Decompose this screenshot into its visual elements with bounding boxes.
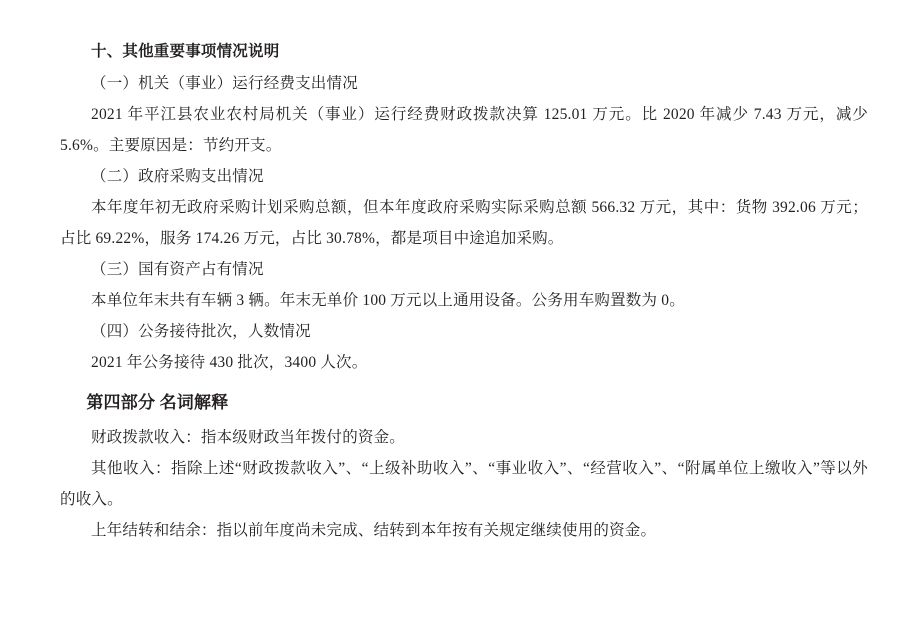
paragraph-other-income: 其他收入：指除上述“财政拨款收入”、“上级补助收入”、“事业收入”、“经营收入”、“附属单位上缴收入”等以外的收入。 (60, 460, 868, 508)
paragraph-government-procurement: 本年度年初无政府采购计划采购总额，但本年度政府采购实际采购总额 566.32 万元，其中：货物 392.06 万元；占比 69.22%，服务 174.26 万元，占比 30.78%，都是项目中途追加采购。 (60, 199, 868, 247)
paragraph-carryover-balance: 上年结转和结余：指以前年度尚未完成、结转到本年按有关规定继续使用的资金。 (91, 522, 657, 539)
paragraph-fiscal-appropriation-income: 财政拨款收入：指本级财政当年拨付的资金。 (91, 429, 406, 446)
heading-other-matters: 十、其他重要事项情况说明 (91, 43, 280, 60)
heading-organ-operating-expense: （一）机关（事业）运行经费支出情况 (91, 75, 358, 92)
paragraph-state-owned-assets: 本单位年末共有车辆 3 辆。年末无单价 100 万元以上通用设备。公务用车购置数为 0。 (91, 292, 685, 309)
heading-government-procurement: （二）政府采购支出情况 (91, 168, 264, 185)
paragraph-official-reception: 2021 年公务接待 430 批次，3400 人次。 (91, 354, 368, 371)
section-title-glossary: 第四部分 名词解释 (86, 393, 229, 412)
document-body (60, 36, 868, 546)
paragraph-organ-operating-expense: 2021 年平江县农业农村局机关（事业）运行经费财政拨款决算 125.01 万元。比 2020 年减少 7.43 万元，减少 5.6%。主要原因是：节约开支。 (60, 106, 868, 154)
heading-state-owned-assets: （三）国有资产占有情况 (91, 261, 264, 278)
heading-official-reception: （四）公务接待批次，人数情况 (91, 323, 311, 340)
